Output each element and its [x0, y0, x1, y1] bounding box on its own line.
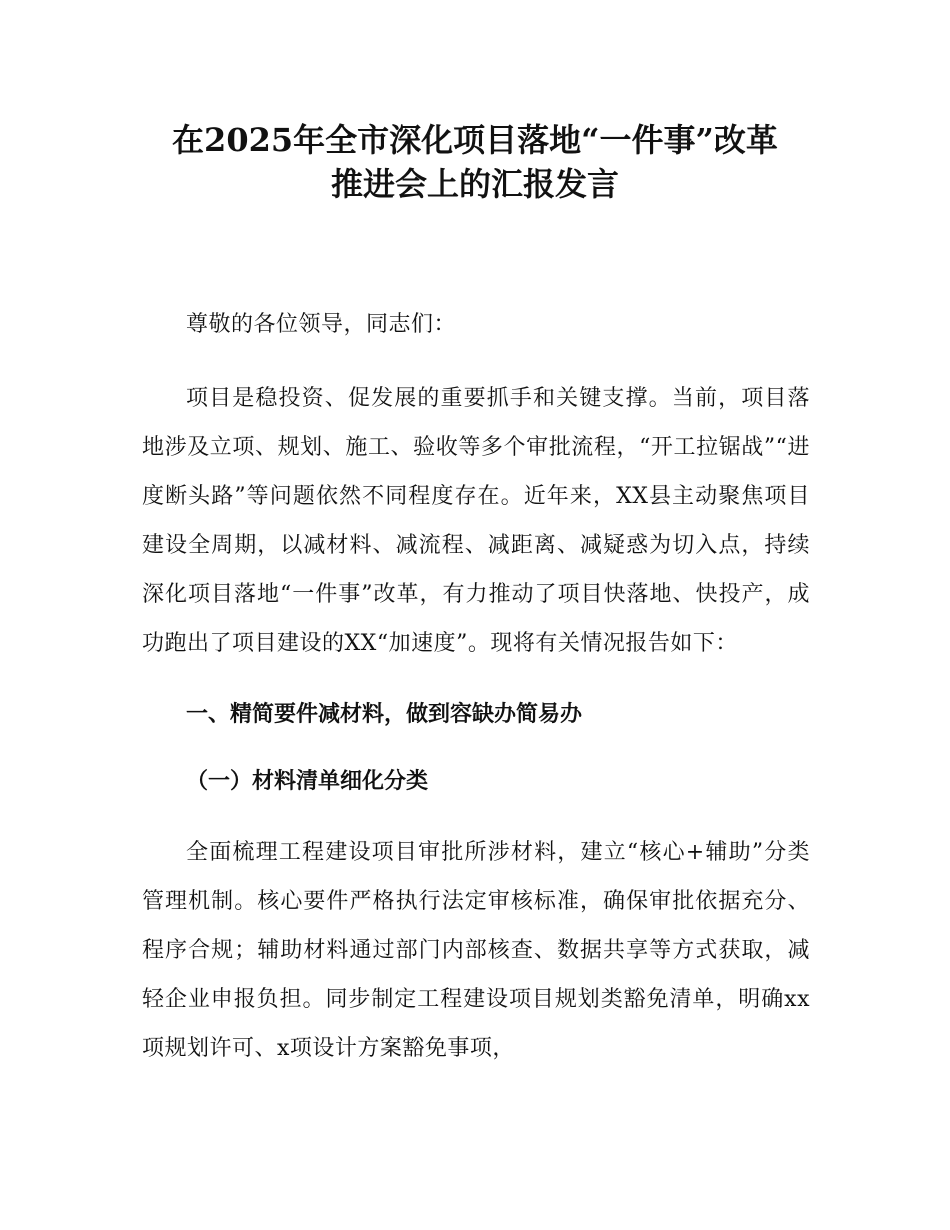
- document-title-line-2: 推进会上的汇报发言: [330, 165, 619, 203]
- document-title-line-1: 在2025年全市深化项目落地“一件事”改革: [172, 121, 778, 159]
- section-heading-1: 一、精简要件减材料，做到容缺办简易办: [186, 702, 583, 727]
- subsection-1-paragraph: 全面梳理工程建设项目审批所涉材料，建立“核心+辅助”分类管理机制。核心要件严格执行法定审核标准，确保审批依据充分、程序合规；辅助材料通过部门内部核查、数据共享等方式获取，减轻企业申报负担。同步制定工程建设项目规划类豁免清单，明确xx项规划许可、x项设计方案豁免事项，: [142, 840, 810, 1061]
- document-body: [142, 300, 810, 1095]
- intro-paragraph: 项目是稳投资、促发展的重要抓手和关键支撑。当前，项目落地涉及立项、规划、施工、验收等多个审批流程，“开工拉锯战”“进度断头路”等问题依然不同程度存在。近年来，XX县主动聚焦项目建设全周期，以减材料、减流程、减距离、减疑惑为切入点，持续深化项目落地“一件事”改革，有力推动了项目快落地、快投产，成功跑出了项目建设的XX“加速度”。现将有关情况报告如下：: [142, 386, 810, 656]
- subsection-heading-1: （一）材料清单细化分类: [186, 769, 429, 794]
- salutation: 尊敬的各位领导，同志们：: [186, 312, 457, 337]
